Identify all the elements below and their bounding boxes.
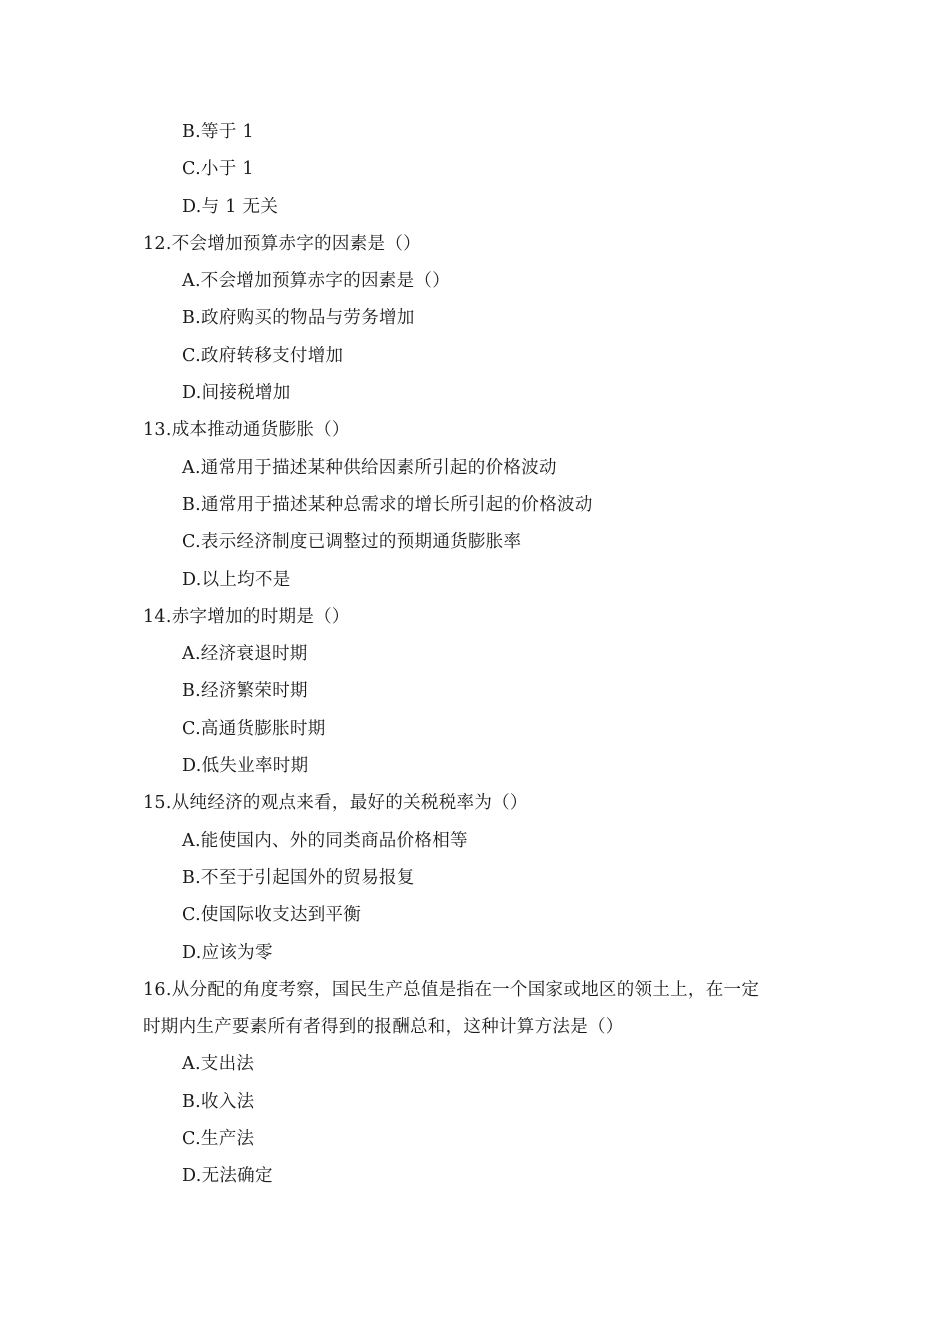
option-line: A.支出法 [182, 1054, 255, 1075]
option-line: D.无法确定 [182, 1166, 273, 1187]
option-line: D.与 1 无关 [182, 196, 279, 217]
option-line: B.通常用于描述某种总需求的增长所引起的价格波动 [182, 494, 593, 515]
option-line: A.通常用于描述某种供给因素所引起的价格波动 [182, 457, 557, 478]
option-line: B.政府购买的物品与劳务增加 [182, 308, 415, 329]
option-line: A.能使国内、外的同类商品价格相等 [182, 830, 468, 851]
question-list [143, 114, 823, 1196]
question-line: 12.不会增加预算赤字的因素是（） [143, 233, 421, 254]
option-line: C.表示经济制度已调整过的预期通货膨胀率 [182, 532, 522, 553]
option-line: C.使国际收支达到平衡 [182, 905, 362, 926]
question-line: 15.从纯经济的观点来看，最好的关税税率为（） [143, 793, 528, 814]
option-line: C.小于 1 [182, 159, 254, 180]
option-line: B.等于 1 [182, 122, 254, 142]
question-continuation-line: 时期内生产要素所有者得到的报酬总和，这种计算方法是（） [143, 1017, 624, 1038]
question-line: 13.成本推动通货膨胀（） [143, 420, 350, 441]
option-line: C.政府转移支付增加 [182, 345, 344, 366]
option-line: C.生产法 [182, 1129, 255, 1150]
option-line: A.不会增加预算赤字的因素是（） [182, 271, 450, 292]
option-line: D.低失业率时期 [182, 756, 309, 777]
option-line: A.经济衰退时期 [182, 644, 308, 665]
option-line: B.收入法 [182, 1091, 255, 1112]
option-line: B.不至于引起国外的贸易报复 [182, 867, 415, 888]
question-line: 14.赤字增加的时期是（） [143, 606, 350, 627]
option-line: D.应该为零 [182, 942, 273, 963]
option-line: B.经济繁荣时期 [182, 681, 308, 702]
option-line: D.间接税增加 [182, 383, 291, 404]
option-line: C.高通货膨胀时期 [182, 718, 326, 739]
option-line: D.以上均不是 [182, 569, 291, 590]
question-line: 16.从分配的角度考察，国民生产总值是指在一个国家或地区的领土上，在一定 [143, 979, 760, 1000]
